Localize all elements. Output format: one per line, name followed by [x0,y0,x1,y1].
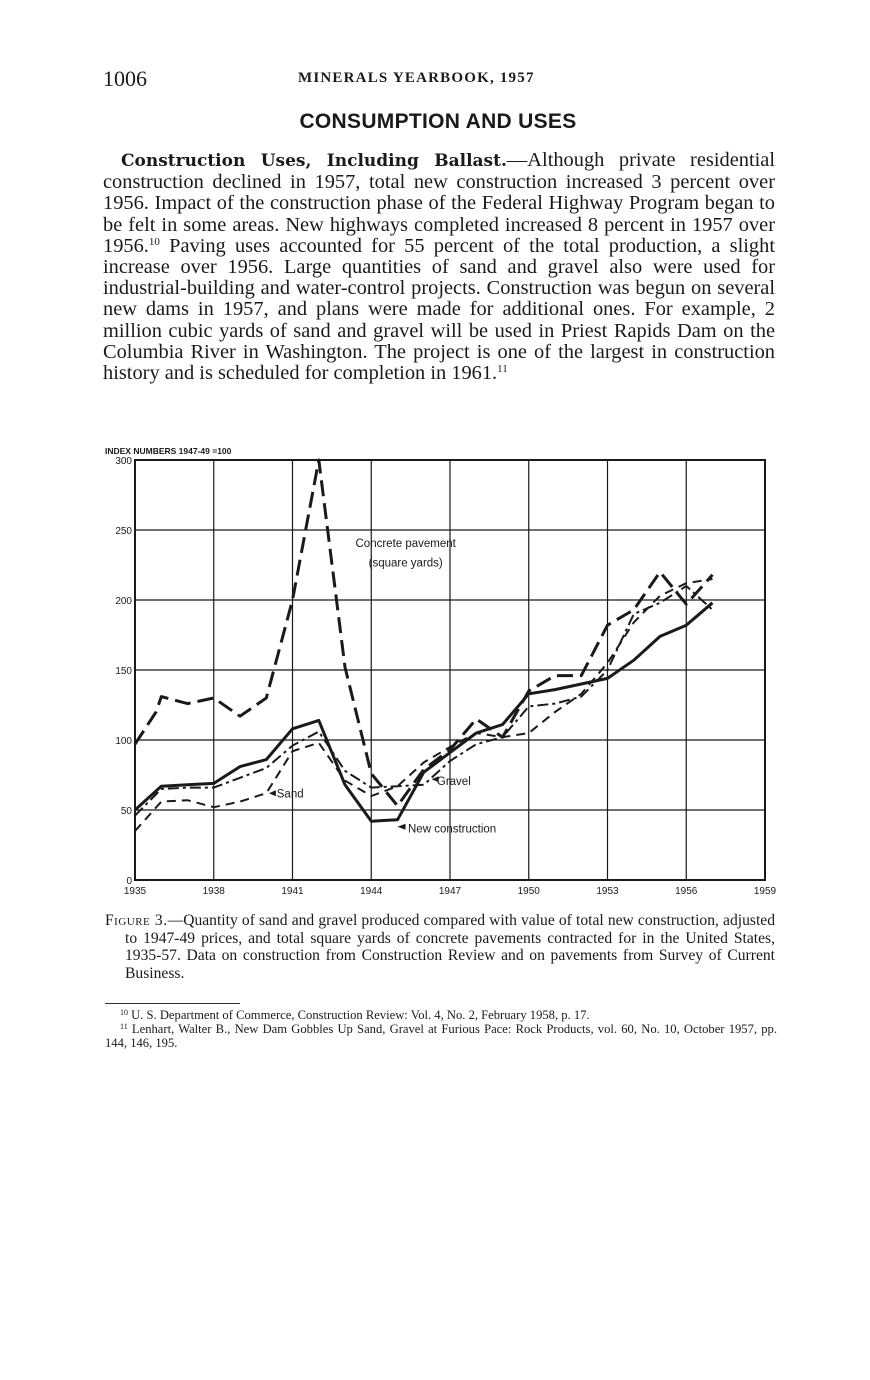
x-tick-label: 1935 [123,886,147,897]
annotation-sand: Sand [276,788,304,801]
run-in-heading: Construction Uses, Including Ballast. [121,151,507,171]
caption-text: —Quantity of sand and gravel produced compared with value of total new construction, adjusted to 1947-49 prices, and total square yards of concrete pavements contracted for in the United States, 1935-57. Data on construction from Construction Review and on pavements from Survey of Current Business. [125,912,775,982]
chart-annotations [269,538,496,836]
y-tick-label: 200 [115,596,132,607]
page-number: 1006 [103,66,147,91]
body-text: —Although private residential construction declined in 1957, total new construction increased 3 percent over 1956. Impact of the construction phase of the Federal Highway Program began to be felt in some areas. New highways completed increased 8 percent in 1957 over 1956. [103,149,775,257]
x-tick-label: 1950 [517,886,540,897]
figure-3-chart [100,440,790,900]
footnote-rule [105,1003,240,1004]
y-tick-label: 300 [115,456,132,467]
annotation-square-yards: (square yards) [368,557,443,570]
chart-grid [135,460,765,880]
x-tick-label: 1959 [753,886,777,897]
x-tick-label: 1941 [281,886,304,897]
y-tick-label: 150 [115,666,132,677]
footnote-text: Lenhart, Walter B., New Dam Gobbles Up Sand, Gravel at Furious Pace: Rock Products, vol. 60, No. 10, October 1957, pp. 144, 146, 195. [105,1022,777,1050]
figure-caption [105,912,775,982]
y-tick-label: 100 [115,736,132,747]
series-line-gravel [135,586,713,816]
y-tick-label: 0 [126,876,132,887]
x-tick-label: 1944 [360,886,383,897]
y-axis-label: INDEX NUMBERS 1947-49 =100 [105,446,232,456]
annotation-gravel: Gravel [436,775,471,788]
body-text-continued: Paving uses accounted for 55 percent of the total production, a slight increase over 1956. Large quantities of sand and gravel also were used for industrial-building and water-control projects. Construction was begun on several new dams in 1957, and plans were made for additional ones. For example, 2 million cubic yards of sand and gravel will be used in Priest Rapids Dam on the Columbia River in Washington. The project is one of the largest in construction history and is scheduled for completion in 1961. [103,234,775,385]
y-tick-label: 50 [120,806,132,817]
page-header [103,66,773,96]
footnote-ref-10[interactable]: 10 [148,235,160,248]
footnote-text: U. S. Department of Commerce, Construction Review: Vol. 4, No. 2, February 1958, p. 17. [128,1008,590,1022]
body-paragraph [103,150,775,384]
figure-label: Figure 3. [105,912,168,929]
arrow-new-construction [398,824,406,830]
footnotes [105,1008,777,1050]
x-tick-label: 1953 [596,886,619,897]
footnote-11 [105,1022,777,1050]
x-tick-label: 1947 [438,886,462,897]
footnote-ref-11[interactable]: 11 [497,363,508,376]
section-title: CONSUMPTION AND USES [299,110,577,133]
footnote-mark: 10 [120,1008,128,1017]
chart-svg [100,440,790,900]
annotation-new-construction: New construction [408,823,497,836]
x-tick-label: 1938 [202,886,225,897]
x-tick-label: 1956 [675,886,698,897]
running-title: MINERALS YEARBOOK, 1957 [298,70,535,86]
arrow-sand [269,790,276,796]
footnote-mark: 11 [120,1022,128,1031]
y-tick-label: 250 [115,526,132,537]
annotation-concrete-pavement: Concrete pavement [355,537,456,550]
footnote-10 [105,1008,777,1022]
chart-series [135,460,713,831]
